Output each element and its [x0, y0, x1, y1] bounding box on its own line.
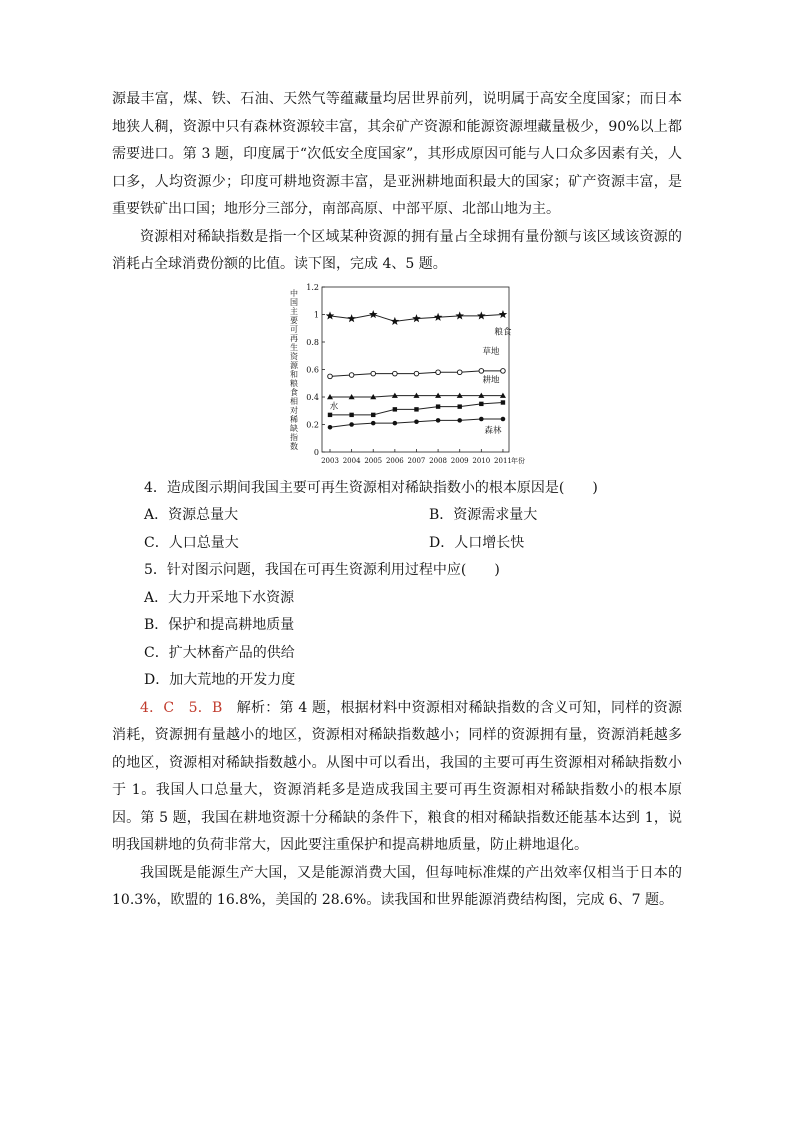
data-point-square — [479, 401, 483, 405]
data-point-star — [391, 316, 400, 324]
y-axis-label-char: 对 — [290, 405, 298, 415]
y-tick-label: 0.6 — [306, 365, 319, 374]
x-tick-label: 2003 — [321, 456, 339, 465]
question-4-options-row-1 — [112, 502, 682, 530]
document-page — [112, 86, 682, 915]
data-point-star — [455, 311, 464, 319]
data-point-filled-circle — [436, 418, 441, 423]
paragraph-1: 源最丰富，煤、铁、石油、天然气等蕴藏量均居世界前列，说明属于高安全度国家；而日本地狭人稠，资源中只有森林资源较丰富，其余矿产资源和能源资源埋藏量极少，90%以上都需要进口。第 3 题，印度属于“次低安全度国家”，其形成原因可能与人口众多因素有关，人口多，人均资源少；印度可耕地资源丰富，是亚洲耕地面积最大的国家；矿产资源丰富，是重要铁矿出口国；地形分三部分，南部高原、中部平原、北部山地为主。 — [112, 91, 682, 217]
line-chart-svg — [282, 281, 525, 469]
series-label-水: 水 — [329, 401, 339, 412]
data-point-square — [414, 407, 418, 411]
data-point-square — [501, 400, 505, 404]
paragraph-3: 我国既是能源生产大国，又是能源消费大国，但每吨标准煤的产出效率仅相当于日本的 10.3%，欧盟的 16.8%，美国的 28.6%。读我国和世界能源消费结构图，完成 6、7 题。 — [112, 864, 682, 908]
y-tick-label: 0 — [313, 447, 319, 457]
question-4-stem: 4．造成图示期间我国主要可再生资源相对稀缺指数小的根本原因是( ) — [144, 479, 598, 496]
q5-option-a: A．大力开采地下水资源 — [144, 589, 295, 606]
y-axis-label-char: 国 — [290, 297, 298, 307]
y-axis-label-char: 数 — [290, 441, 298, 451]
question-5-stem: 5．针对图示问题，我国在可再生资源利用过程中应( ) — [144, 562, 500, 578]
y-axis-label-char: 粮 — [290, 378, 298, 388]
series-label-粮食: 粮食 — [494, 327, 512, 337]
data-point-open-circle — [371, 371, 376, 376]
data-point-filled-circle — [328, 424, 333, 429]
y-axis-label-char: 食 — [290, 387, 298, 397]
series-label-森林: 森林 — [484, 425, 502, 436]
x-tick-label: 2009 — [450, 456, 469, 465]
x-tick-label: 2004 — [342, 456, 361, 465]
data-point-square — [349, 412, 353, 416]
data-point-square — [328, 412, 332, 416]
data-point-filled-circle — [349, 422, 354, 427]
series-label-草地: 草地 — [482, 346, 500, 357]
y-axis-label-char: 相 — [290, 396, 298, 406]
data-point-filled-circle — [393, 420, 398, 425]
data-point-star — [412, 314, 421, 322]
question-4-options-row-2 — [112, 530, 682, 558]
data-point-square — [458, 404, 462, 408]
data-point-open-circle — [349, 372, 354, 377]
data-point-filled-circle — [501, 416, 506, 421]
data-point-open-circle — [436, 369, 441, 374]
data-point-filled-circle — [457, 418, 462, 423]
q5-option-b: B．保护和提高耕地质量 — [144, 617, 295, 633]
data-point-filled-circle — [414, 419, 419, 424]
y-axis-label-char: 要 — [290, 315, 298, 325]
y-axis-label-char: 源 — [290, 360, 298, 370]
data-point-open-circle — [479, 368, 484, 373]
data-point-square — [393, 407, 397, 411]
scarcity-index-chart — [112, 281, 682, 469]
answer-analysis — [112, 695, 682, 860]
y-axis-label-char: 指 — [290, 432, 298, 442]
x-tick-label: 2008 — [429, 456, 448, 465]
q4-option-c: C．人口总量大 — [144, 534, 239, 551]
data-point-star — [434, 312, 443, 320]
y-axis-label-char: 缺 — [290, 423, 298, 433]
y-tick-label: 0.4 — [306, 392, 319, 402]
y-axis-label-char: 稀 — [290, 414, 298, 424]
analysis-text: 解析：第 4 题，根据材料中资源相对稀缺指数的含义可知，同样的资源消耗，资源拥有量越小的地区，资源相对稀缺指数越小；同样的资源拥有量，资源消耗越多的地区，资源相对稀缺指数越小。从图中可以看出，我国的主要可再生资源相对稀缺指数小于 1。我国人口总量大，资源消耗多是造成我国主要可再生资源相对稀缺指数小的根本原因。第 5 题，我国在耕地资源十分稀缺的条件下，粮食的相对稀缺指数还能基本达到 1，说明我国耕地的负荷非常大，因此要注重保护和提高耕地质量，防止耕地退化。 — [112, 699, 682, 853]
y-tick-label: 0.8 — [306, 337, 319, 347]
y-tick-label: 1.2 — [306, 282, 319, 292]
data-point-square — [371, 412, 375, 416]
data-point-star — [347, 314, 356, 322]
y-axis-label-char: 可 — [290, 324, 298, 334]
data-point-filled-circle — [479, 416, 484, 421]
data-point-open-circle — [414, 371, 419, 376]
q4-option-a: A．资源总量大 — [144, 507, 239, 523]
q4-option-b: B．资源需求量大 — [429, 507, 538, 523]
data-point-open-circle — [328, 374, 333, 379]
y-tick-label: 1 — [313, 310, 319, 319]
y-axis-label-char: 再 — [290, 333, 298, 343]
data-point-open-circle — [457, 369, 462, 374]
paragraph-2: 资源相对稀缺指数是指一个区域某种资源的拥有量占全球拥有量份额与该区域该资源的消耗占全球消费份额的比值。读下图，完成 4、5 题。 — [112, 228, 682, 272]
x-tick-label: 2006 — [385, 456, 404, 465]
x-tick-label: 2007 — [407, 456, 426, 465]
y-axis-label-char: 生 — [290, 342, 298, 352]
y-axis-label-char: 主 — [290, 306, 298, 316]
q5-option-c: C．扩大林畜产品的供给 — [144, 644, 295, 661]
x-tick-label: 2011 — [494, 456, 512, 465]
q5-option-d: D．加大荒地的开发力度 — [144, 672, 296, 688]
data-point-square — [436, 404, 440, 408]
data-point-open-circle — [501, 368, 506, 373]
data-point-star — [326, 311, 335, 319]
answer-key: 4．C 5．B — [140, 699, 223, 716]
q4-option-d: D．人口增长快 — [429, 534, 525, 551]
y-axis-label-char: 中 — [290, 288, 298, 298]
data-point-star — [477, 311, 486, 319]
data-point-star — [499, 310, 508, 318]
x-tick-label: 2010 — [472, 456, 491, 465]
x-tick-label: 2005 — [364, 456, 383, 465]
data-point-open-circle — [393, 371, 398, 376]
y-axis-label-char: 资 — [290, 351, 298, 361]
y-tick-label: 0.2 — [306, 420, 319, 429]
y-axis-label-char: 和 — [290, 369, 298, 379]
data-point-filled-circle — [371, 420, 376, 425]
data-point-star — [369, 310, 378, 318]
series-label-耕地: 耕地 — [482, 375, 500, 386]
x-axis-label: 年份 — [511, 456, 525, 465]
